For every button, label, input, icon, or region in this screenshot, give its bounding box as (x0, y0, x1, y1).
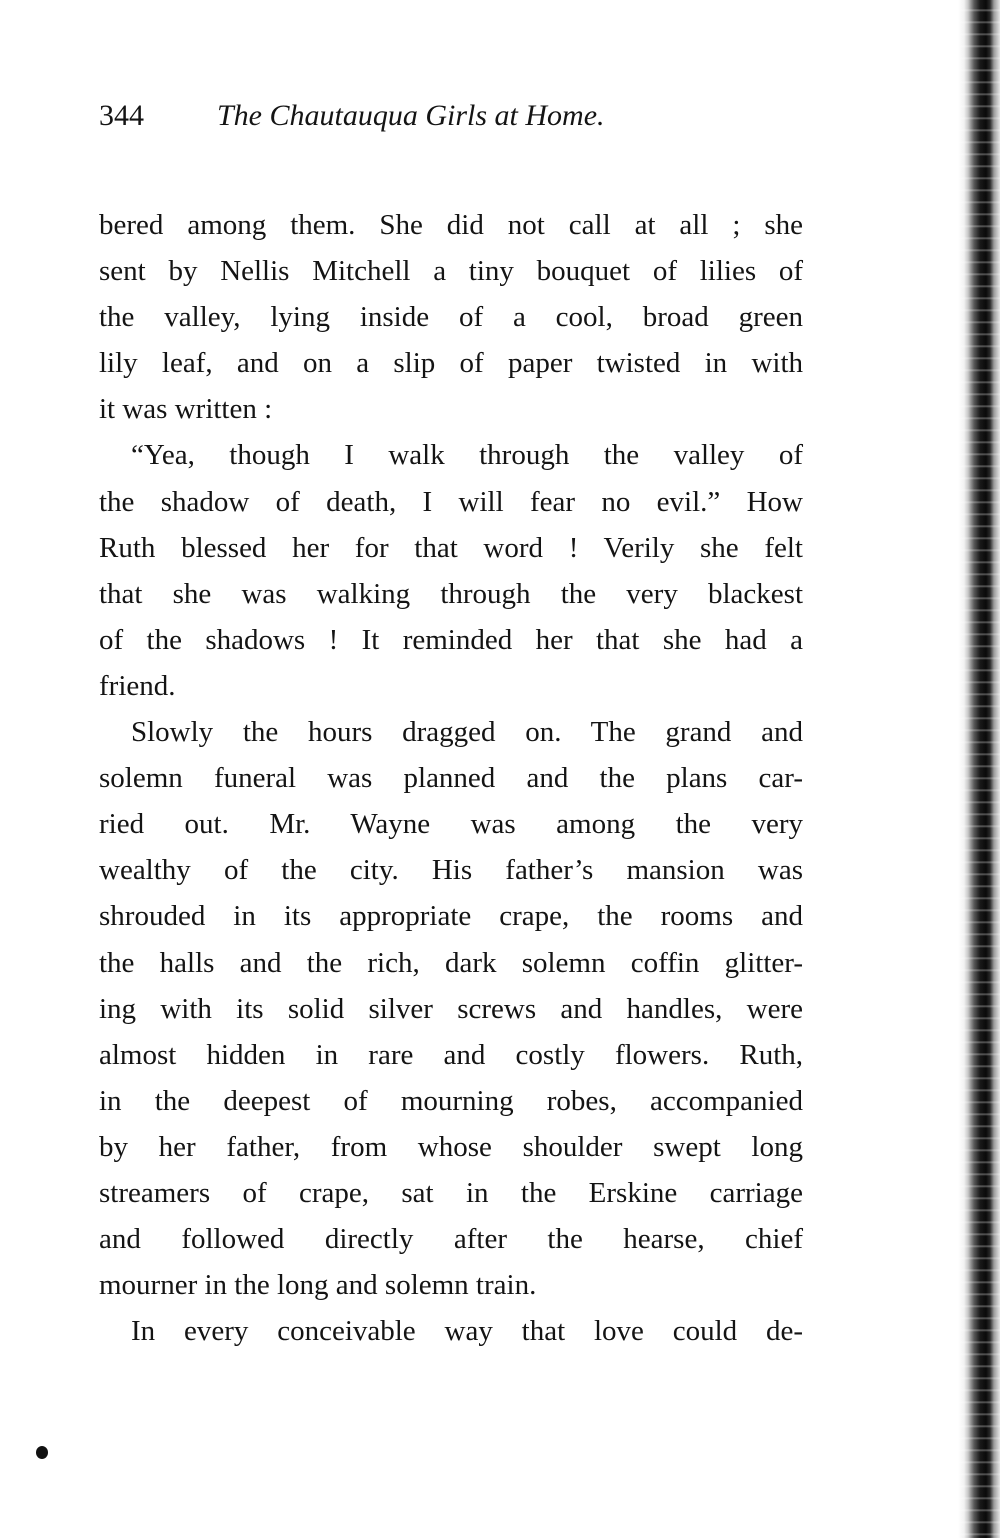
body-text (99, 202, 803, 1354)
page-number: 344 (99, 99, 144, 132)
text-line: that she was walking through the very blackest (99, 577, 803, 610)
text-line: and followed directly after the hearse, chief (99, 1223, 803, 1256)
paragraph (99, 709, 803, 1308)
binding-edge (958, 0, 1000, 1538)
paragraph (99, 432, 803, 709)
running-header (99, 96, 799, 136)
running-title: The Chautauqua Girls at Home. (217, 99, 605, 132)
text-line: shrouded in its appropriate crape, the rooms and (99, 900, 803, 933)
text-line: almost hidden in rare and costly flowers. Ruth, (99, 1038, 803, 1071)
text-line: streamers of crape, sat in the Erskine carriage (99, 1176, 803, 1209)
text-line: Ruth blessed her for that word ! Verily she felt (99, 531, 803, 564)
text-line: of the shadows ! It reminded her that she had a (99, 623, 803, 656)
text-line: ing with its solid silver screws and handles, were (99, 992, 803, 1025)
text-line: the shadow of death, I will fear no evil.” How (99, 485, 803, 518)
text-line: Slowly the hours dragged on. The grand and (131, 716, 803, 749)
ink-speck (36, 1446, 48, 1459)
text-line: sent by Nellis Mitchell a tiny bouquet of lilies of (99, 255, 803, 288)
text-line: In every conceivable way that love could de- (131, 1315, 803, 1348)
text-line: by her father, from whose shoulder swept long (99, 1130, 803, 1163)
paragraph (99, 202, 803, 432)
text-line: “Yea, though I walk through the valley of (131, 439, 803, 472)
text-line: the halls and the rich, dark solemn coffin glitter- (99, 946, 803, 979)
text-line: solemn funeral was planned and the plans car- (99, 762, 803, 795)
text-line: wealthy of the city. His father’s mansion was (99, 854, 803, 887)
text-line: bered among them. She did not call at all ; she (99, 209, 803, 241)
text-line: in the deepest of mourning robes, accompanied (99, 1084, 803, 1117)
text-line: ried out. Mr. Wayne was among the very (99, 808, 803, 841)
text-line: mourner in the long and solemn train. (99, 1269, 537, 1302)
text-line: lily leaf, and on a slip of paper twisted in with (99, 347, 803, 380)
text-line: the valley, lying inside of a cool, broad green (99, 301, 803, 334)
paragraph (99, 1308, 803, 1354)
text-line: it was written : (99, 393, 273, 426)
text-line: friend. (99, 669, 176, 702)
